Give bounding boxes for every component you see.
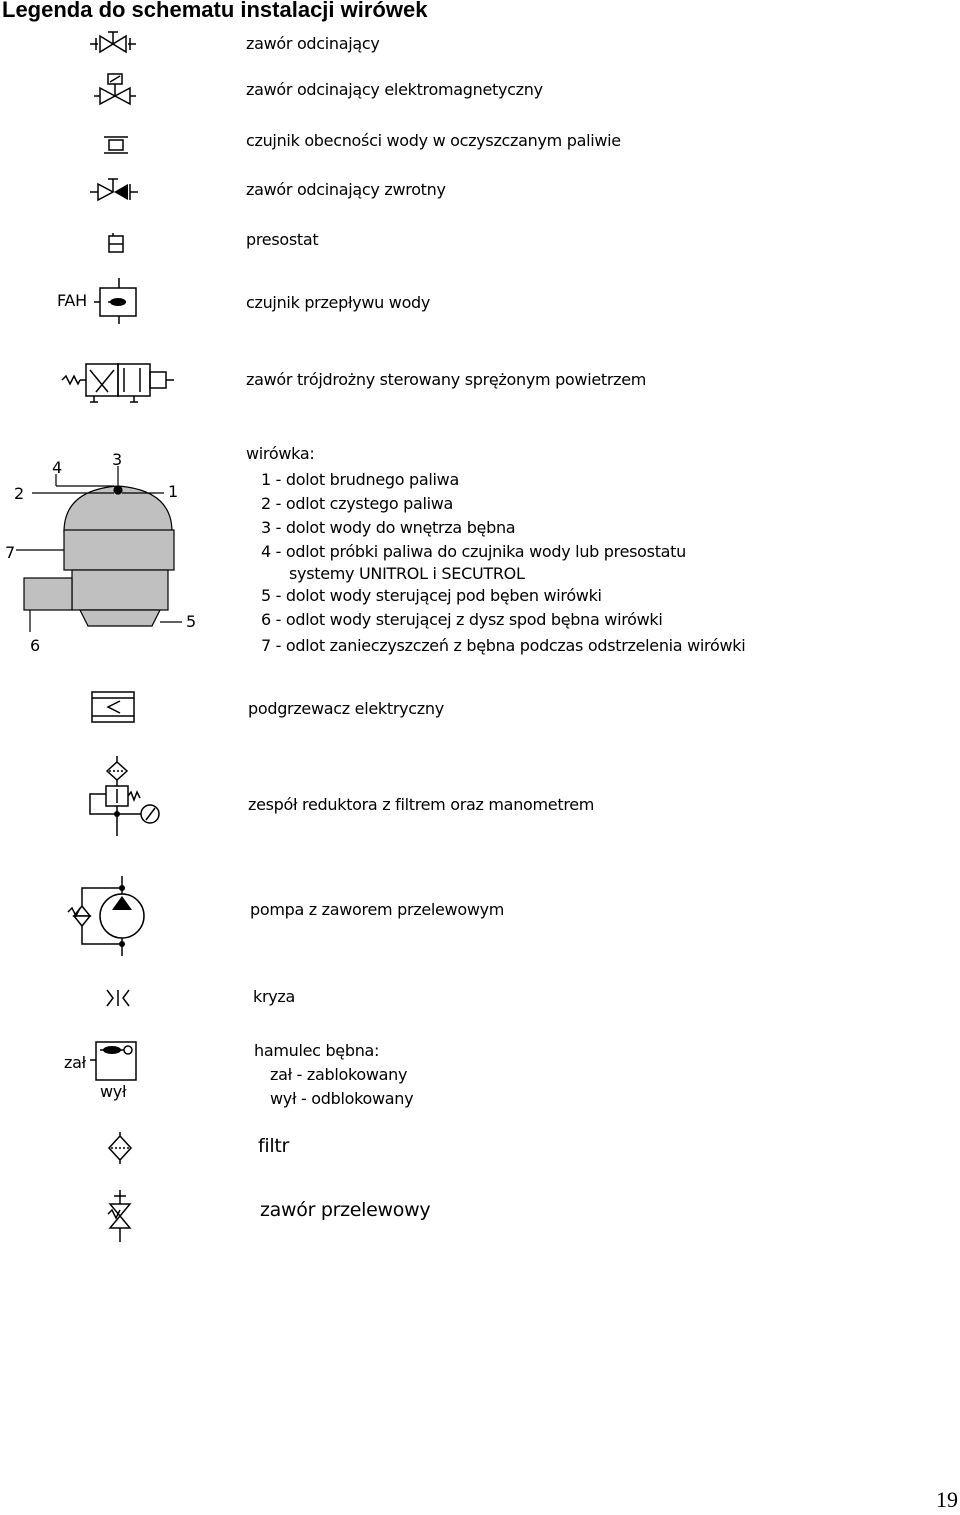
solenoid-valve-icon (92, 72, 138, 108)
separator-item-3: 3 - dolot wody do wnętrza bębna (261, 518, 516, 537)
flow-sensor-label: czujnik przepływu wody (246, 293, 431, 312)
separator-item-4: 4 - odlot próbki paliwa do czujnika wody lub presostatu (261, 542, 686, 561)
shutoff-valve-label: zawór odcinający (246, 34, 380, 53)
separator-item-2: 2 - odlot czystego paliwa (261, 494, 454, 513)
separator-port-1: 1 (168, 482, 179, 501)
overflow-valve-icon (104, 1188, 136, 1244)
drum-brake-icon (88, 1038, 140, 1084)
brake-off-label: wył (100, 1082, 127, 1101)
three-way-valve-icon (60, 358, 176, 406)
pressure-switch-label: presostat (246, 230, 319, 249)
filter-label: filtr (258, 1135, 290, 1157)
check-valve-label: zawór odcinający zwrotny (246, 180, 446, 199)
pressure-switch-icon (106, 232, 126, 256)
reducer-unit-icon (84, 754, 166, 838)
separator-port-5: 5 (186, 612, 197, 631)
brake-on-label: zał (64, 1053, 86, 1072)
separator-icon (2, 444, 202, 656)
separator-heading: wirówka: (246, 444, 315, 463)
separator-port-2: 2 (14, 484, 25, 503)
separator-port-3: 3 (112, 450, 123, 469)
page-title: Legenda do schematu instalacji wirówek (2, 0, 428, 22)
overflow-valve-label: zawór przelewowy (260, 1199, 431, 1221)
flow-sensor-code: FAH (57, 291, 87, 310)
separator-item-7: 7 - odlot zanieczyszczeń z bębna podczas odstrzelenia wirówki (261, 636, 746, 655)
pump-icon (62, 874, 148, 958)
separator-item-1: 1 - dolot brudnego paliwa (261, 470, 459, 489)
water-sensor-icon (102, 134, 130, 156)
separator-port-4: 4 (52, 458, 63, 477)
shutoff-valve-icon (88, 30, 138, 58)
brake-on-line: zał - zablokowany (270, 1065, 408, 1084)
check-valve-icon (88, 176, 140, 206)
reducer-unit-label: zespół reduktora z filtrem oraz manometrem (248, 795, 595, 814)
three-way-valve-label: zawór trójdrożny sterowany sprężonym powietrzem (246, 370, 647, 389)
brake-heading: hamulec bębna: (254, 1041, 380, 1060)
orifice-icon (104, 986, 132, 1010)
solenoid-valve-label: zawór odcinający elektromagnetyczny (246, 80, 543, 99)
water-sensor-label: czujnik obecności wody w oczyszczanym paliwie (246, 131, 621, 150)
separator-item-4-cont: systemy UNITROL i SECUTROL (289, 564, 525, 583)
filter-icon (106, 1130, 134, 1166)
page-number: 19 (936, 1487, 958, 1512)
separator-port-6: 6 (30, 636, 41, 655)
separator-item-5: 5 - dolot wody sterującej pod bęben wirówki (261, 586, 602, 605)
pump-label: pompa z zaworem przelewowym (250, 900, 505, 919)
electric-heater-icon (88, 688, 138, 726)
brake-off-line: wył - odblokowany (270, 1089, 414, 1108)
electric-heater-label: podgrzewacz elektryczny (248, 699, 444, 718)
separator-item-6: 6 - odlot wody sterującej z dysz spod bębna wirówki (261, 610, 663, 629)
orifice-label: kryza (253, 987, 296, 1006)
separator-port-7: 7 (5, 543, 16, 562)
flow-sensor-icon (94, 276, 140, 326)
